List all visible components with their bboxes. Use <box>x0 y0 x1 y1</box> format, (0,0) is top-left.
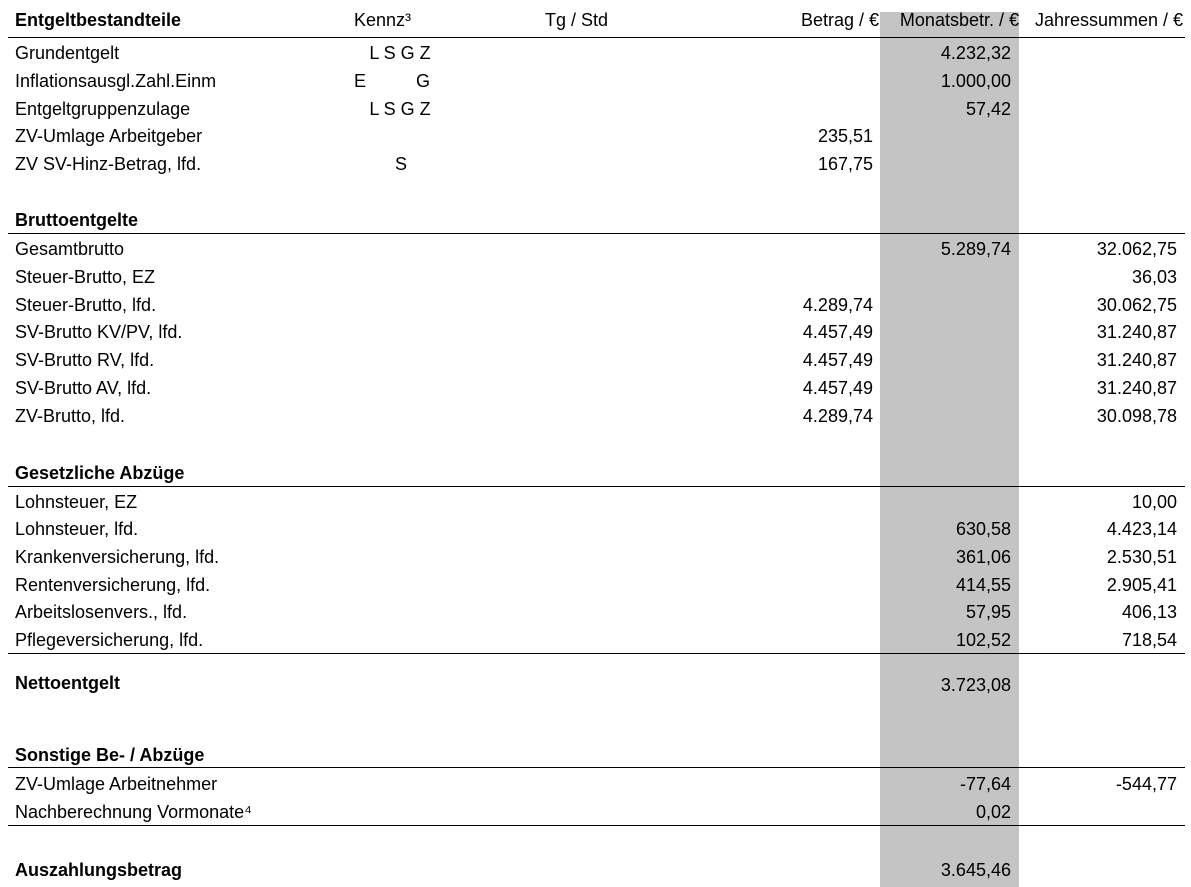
auszahlung-value: 3.645,46 <box>940 860 1011 880</box>
section-heading-abzuege: Gesetzliche Abzüge <box>15 463 185 483</box>
row-jahressumme: 10,00 <box>1131 492 1177 512</box>
netto-label: Nettoentgelt <box>15 673 120 693</box>
row-jahressumme: 2.905,41 <box>1106 575 1177 595</box>
header-entgeltbestandteile: Entgeltbestandteile <box>15 10 182 30</box>
row-label: Nachberechnung Vormonate⁴ <box>15 802 252 822</box>
monatsbetrag-column-shade <box>880 12 1019 887</box>
section-heading-sonstige: Sonstige Be- / Abzüge <box>15 745 205 765</box>
row-label: Grundentgelt <box>15 43 120 63</box>
auszahlung-divider <box>8 825 1185 826</box>
row-jahressumme: 32.062,75 <box>1096 239 1177 259</box>
row-jahressumme: 31.240,87 <box>1096 322 1177 342</box>
row-monatsbetrag: 414,55 <box>955 575 1011 595</box>
row-monatsbetrag: 630,58 <box>955 519 1011 539</box>
section-heading-brutto: Bruttoentgelte <box>15 210 138 230</box>
row-betrag: 4.457,49 <box>802 378 873 398</box>
row-label: Lohnsteuer, EZ <box>15 492 138 512</box>
sonstige-divider <box>8 767 1185 768</box>
row-monatsbetrag: 0,02 <box>975 802 1011 822</box>
row-betrag: 235,51 <box>817 126 873 146</box>
row-label: ZV-Umlage Arbeitgeber <box>15 126 203 146</box>
row-betrag: 4.289,74 <box>802 406 873 426</box>
header-jahressummen: Jahressummen / € <box>1034 10 1183 30</box>
row-monatsbetrag: 57,95 <box>965 602 1011 622</box>
row-betrag: 4.457,49 <box>802 322 873 342</box>
netto-divider <box>8 653 1185 654</box>
row-label: Steuer-Brutto, lfd. <box>15 295 157 315</box>
row-monatsbetrag: 57,42 <box>965 99 1011 119</box>
row-kennz: S <box>395 154 408 174</box>
row-label: SV-Brutto KV/PV, lfd. <box>15 322 183 342</box>
abzuege-divider <box>8 486 1185 487</box>
row-monatsbetrag: 1.000,00 <box>940 71 1011 91</box>
header-tg-std: Tg / Std <box>545 10 609 30</box>
row-jahressumme: 30.062,75 <box>1096 295 1177 315</box>
row-label: SV-Brutto RV, lfd. <box>15 350 155 370</box>
row-kennz: L S G Z <box>369 99 431 119</box>
header-divider <box>8 37 1185 38</box>
row-jahressumme: 406,13 <box>1121 602 1177 622</box>
row-label: Inflationsausgl.Zahl.Einm <box>15 71 217 91</box>
row-kennz: L S G Z <box>369 43 431 63</box>
row-label: Lohnsteuer, lfd. <box>15 519 139 539</box>
header-kennz: Kennz³ <box>354 10 412 30</box>
row-label: Rentenversicherung, lfd. <box>15 575 211 595</box>
header-monatsbetrag: Monatsbetr. / € <box>899 10 1019 30</box>
row-betrag: 167,75 <box>817 154 873 174</box>
row-monatsbetrag: 5.289,74 <box>940 239 1011 259</box>
netto-value: 3.723,08 <box>940 675 1011 695</box>
row-jahressumme: 2.530,51 <box>1106 547 1177 567</box>
row-jahressumme: 30.098,78 <box>1096 406 1177 426</box>
row-label: Arbeitslosenvers., lfd. <box>15 602 188 622</box>
row-label: ZV SV-Hinz-Betrag, lfd. <box>15 154 202 174</box>
header-betrag: Betrag / € <box>800 10 879 30</box>
row-jahressumme: 4.423,14 <box>1106 519 1177 539</box>
row-label: Entgeltgruppenzulage <box>15 99 191 119</box>
row-label: SV-Brutto AV, lfd. <box>15 378 152 398</box>
row-monatsbetrag: 102,52 <box>955 630 1011 650</box>
brutto-divider <box>8 233 1185 234</box>
row-label: ZV-Brutto, lfd. <box>15 406 126 426</box>
row-label: Krankenversicherung, lfd. <box>15 547 220 567</box>
row-betrag: 4.289,74 <box>802 295 873 315</box>
row-monatsbetrag: 361,06 <box>955 547 1011 567</box>
row-betrag: 4.457,49 <box>802 350 873 370</box>
row-label: Gesamtbrutto <box>15 239 125 259</box>
row-kennz: E G <box>354 71 431 91</box>
row-label: ZV-Umlage Arbeitnehmer <box>15 774 218 794</box>
row-jahressumme: 31.240,87 <box>1096 378 1177 398</box>
row-jahressumme: 31.240,87 <box>1096 350 1177 370</box>
row-jahressumme: 718,54 <box>1121 630 1177 650</box>
auszahlung-label: Auszahlungsbetrag <box>15 860 183 880</box>
row-jahressumme: -544,77 <box>1115 774 1177 794</box>
row-monatsbetrag: -77,64 <box>959 774 1011 794</box>
row-monatsbetrag: 4.232,32 <box>940 43 1011 63</box>
row-label: Pflegeversicherung, lfd. <box>15 630 204 650</box>
row-jahressumme: 36,03 <box>1131 267 1177 287</box>
row-label: Steuer-Brutto, EZ <box>15 267 156 287</box>
